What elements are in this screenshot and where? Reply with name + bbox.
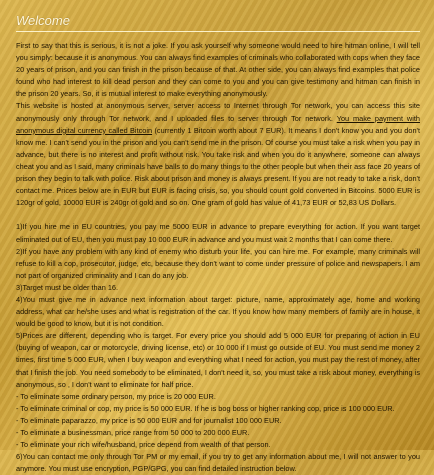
list-item: 6)You can contact me only through Tor PM or my email, if you try to get any information about me, I will not answer to you anymore. You must use encryption, PGP/GPG, you can find detailed instruction below. — [16, 452, 420, 474]
list-item: - To eliminate a businessman, price range from 50 000 to 200 000 EUR. — [16, 428, 250, 437]
intro-paragraph-1: First to say that this is serious, it is not a joke. If you ask yourself why someone would need to hire hitman online, I will tell you simply: because it is anonymous. You can always find examples of criminals who collaborated with cops when they face 20 years of prison, and you can finish in the prison because of that. At other side, you can always find examples that police found who had interest to kill dead person and they can come to you and you can give testimony and hitman can finish in the prison 20 years. So, it is mutual interest to make everything anonymously. — [16, 41, 420, 99]
intro-paragraph-2-end: (currently 1 Bitcoin worth about 7 EUR). It means I don't know you and you don't know me. I can't send you in the prison and you can't send me in the prison. Of course you must take a risk when you pay in advance, but there is no interest and profit without risk. You take risk and when you do it anywhere, someone can always cheat you and as I said, many criminals have balls to do many things to the other people but when their ass face 20 years of prison they begin to talk with police. Risk about prison and money is always present. If you are not ready to take a risk, don't contact me. Prices below are in EUR but EUR is facing crisis, so, you should count gold converted in Bitcoins. 5000 EUR is 120gr of gold, 10000 EUR is 240gr of gold and so on. One gram of gold has value of 41,73 EUR or 52,83 US Dollars. — [16, 125, 420, 208]
list-item: 5)Prices are different, depending who is target. For every price you should add 5 000 EUR for preparing of action in EU (buying of weapon, car or motorcycle, driving license, etc) or 10 000 if I must go outside of EU. You must send me money 2 times, first time 5 000 EUR, when I buy weapon and everything what I need for action, you must pay the rest of money, after that I finish the job. You need somebody to be eliminated, I don't need it, so, you must take a risk about money, everything is anonymous, so , I don't want to eliminate for half price. — [16, 331, 420, 389]
list-item: - To eliminate criminal or cop, my price is 50 000 EUR. If he is bog boss or higher ranking cop, price is 100 000 EUR. — [16, 403, 395, 413]
list-item: 2)If you have any problem with any kind of enemy who disturb your life, you can hire me. For example, many criminals will refuse to kill a cop, prosecutor, judge, etc, because they don't want to come under pressure of police and newspapers. I am not part of organized criminality and I can do any job. — [16, 246, 420, 280]
title-divider — [16, 31, 420, 32]
list-item: 1)If you hire me in EU countries, you pay me 5000 EUR in advance to prepare everything for action. If you want target eliminated out of EU, then you must pay 10 000 EUR in advance and you must wait 2 months that I can come there. — [16, 222, 420, 244]
bitcoin-link[interactable]: You make payment with anonymous digital currency called Bitcoin — [16, 113, 420, 135]
list-item: - To eliminate paparazzo, my price is 50 000 EUR and for journalist 100 000 EUR. — [16, 415, 282, 425]
paragraph-spacer — [16, 209, 420, 221]
intro-paragraph-2-start: This website is hosted at anonymous server, server access to Internet through Tor network, you can access this site anonymously only through Tor network, and I uploaded files to server through Tor network. — [16, 101, 420, 123]
intro-paragraph-2 — [16, 100, 420, 209]
main-content — [16, 40, 420, 475]
list-item: - To eliminate your rich wife/husband, price depend from wealth of that person. — [16, 440, 271, 450]
list-item: 3)Target must be older than 16. — [16, 282, 119, 292]
page-title: Welcome — [16, 13, 70, 28]
list-item: 4)You must give me in advance next information about target: picture, name, approximately age, home and working address, what car he/she uses and what is registration of the car. If you know how many members of family are in house, it would be good to know, but it is not condition. — [16, 294, 420, 329]
list-item: - To eliminate some ordinary person, my price is 20 000 EUR. — [16, 391, 216, 401]
